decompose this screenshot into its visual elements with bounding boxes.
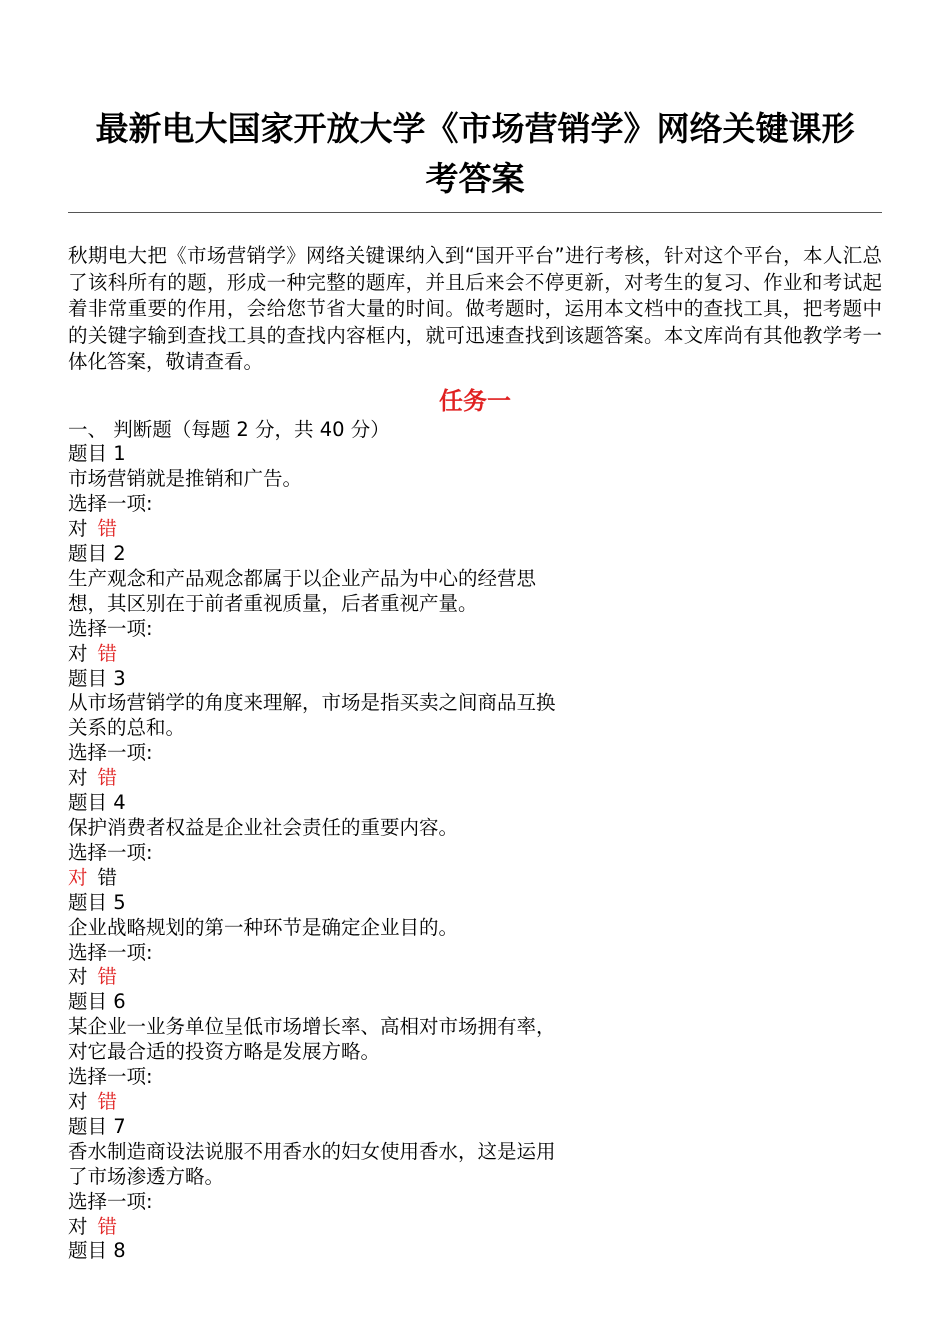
option-false[interactable]: 错 xyxy=(97,1089,118,1113)
question-label: 题目 7 xyxy=(68,1114,126,1138)
question-block xyxy=(68,667,882,792)
option-false[interactable]: 错 xyxy=(97,865,118,889)
choose-label: 选择一项: xyxy=(68,1189,153,1213)
answer-options xyxy=(68,766,882,791)
option-true[interactable]: 对 xyxy=(68,1214,88,1238)
option-false[interactable]: 错 xyxy=(97,1214,118,1238)
answer-options xyxy=(68,866,882,891)
option-false[interactable]: 错 xyxy=(97,766,118,790)
option-true[interactable]: 对 xyxy=(68,641,88,665)
option-true[interactable]: 对 xyxy=(68,766,88,790)
answer-options xyxy=(68,1215,882,1240)
section-title: 任务一 xyxy=(439,386,511,415)
questions-container xyxy=(68,442,882,1239)
choose-label: 选择一项: xyxy=(68,492,153,516)
option-false[interactable]: 错 xyxy=(97,641,118,665)
question-text: 企业战略规划的第一种环节是确定企业目的。 xyxy=(68,915,459,939)
title-line-2: 考答案 xyxy=(425,159,525,198)
question-label: 题目 3 xyxy=(68,666,126,690)
question-label: 题目 6 xyxy=(68,990,126,1014)
question-list xyxy=(68,418,882,1265)
question-block xyxy=(68,791,882,891)
option-false[interactable]: 错 xyxy=(97,517,118,541)
question-label: 题目 1 xyxy=(68,442,126,466)
choose-label: 选择一项: xyxy=(68,741,153,765)
choose-label: 选择一项: xyxy=(68,940,153,964)
answer-options xyxy=(68,965,882,990)
question-text: 生产观念和产品观念都属于以企业产品为中心的经营思 xyxy=(68,566,537,590)
question-text-continued: 想，其区别在于前者重视质量，后者重视产量。 xyxy=(68,591,478,615)
option-false[interactable]: 错 xyxy=(97,965,118,989)
option-true[interactable]: 对 xyxy=(68,517,88,541)
part-heading: 一、 判断题（每题 2 分，共 40 分） xyxy=(68,417,390,441)
question-text-continued: 了市场渗透方略。 xyxy=(68,1164,225,1188)
option-true[interactable]: 对 xyxy=(68,865,88,889)
question-label: 题目 4 xyxy=(68,791,126,815)
question-text: 香水制造商设法说服不用香水的妇女使用香水，这是运用 xyxy=(68,1139,556,1163)
question-text: 保护消费者权益是企业社会责任的重要内容。 xyxy=(68,816,459,839)
question-label: 题目 5 xyxy=(68,890,126,914)
question-text: 市场营销就是推销和广告。 xyxy=(68,467,303,491)
title-line-1: 最新电大国家开放大学《市场营销学》网络关键课形 xyxy=(95,109,855,148)
question-text: 某企业一业务单位呈低市场增长率、高相对市场拥有率， xyxy=(68,1015,556,1039)
title-divider xyxy=(68,212,882,213)
question-text-continued: 对它最合适的投资方略是发展方略。 xyxy=(68,1040,381,1064)
answer-options xyxy=(68,642,882,667)
question-text-continued: 关系的总和。 xyxy=(68,716,186,740)
choose-label: 选择一项: xyxy=(68,616,153,640)
answer-options xyxy=(68,517,882,542)
answer-options xyxy=(68,1090,882,1115)
intro-paragraph: 秋期电大把《市场营销学》网络关键课纳入到“国开平台”进行考核，针对这个平台，本人汇总了该科所有的题，形成一种完整的题库，并且后来会不停更新，对考生的复习、作业和考试起着非常重要的作用，会给您节省大量的时间。做考题时，运用本文档中的查找工具，把考题中的关键字输到查找工具的查找内容框内，就可迅速查找到该题答案。本文库尚有其他教学考一体化答案，敬请查看。 xyxy=(68,244,882,373)
document-title xyxy=(68,104,882,204)
option-true[interactable]: 对 xyxy=(68,1089,88,1113)
choose-label: 选择一项: xyxy=(68,840,153,864)
question-block xyxy=(68,990,882,1115)
question-text: 从市场营销学的角度来理解，市场是指买卖之间商品互换 xyxy=(68,691,556,715)
question-label: 题目 8 xyxy=(68,1239,126,1263)
question-block xyxy=(68,1115,882,1240)
option-true[interactable]: 对 xyxy=(68,965,88,989)
question-block xyxy=(68,442,882,542)
question-block xyxy=(68,542,882,667)
choose-label: 选择一项: xyxy=(68,1065,153,1089)
question-label: 题目 2 xyxy=(68,542,126,566)
question-block xyxy=(68,891,882,991)
